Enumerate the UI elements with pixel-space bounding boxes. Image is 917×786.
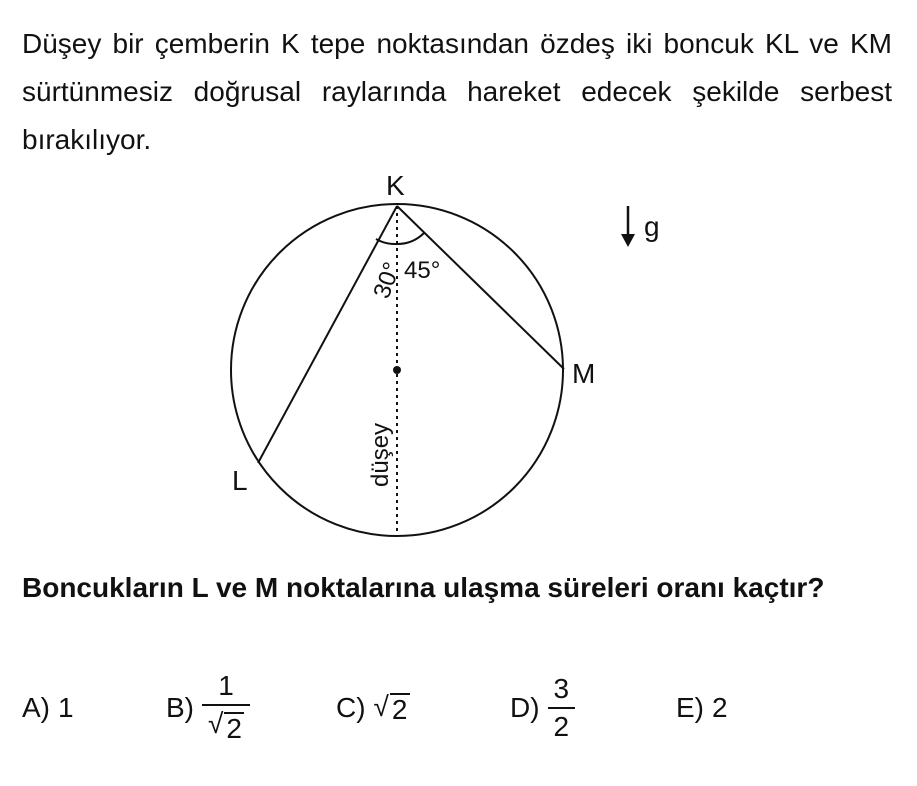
fraction-numerator: 3 (553, 673, 570, 704)
gravity-arrow-icon (621, 234, 635, 247)
choice-letter: A) (22, 692, 50, 723)
choice-a[interactable] (22, 668, 74, 748)
fraction (548, 675, 576, 741)
square-root (208, 707, 244, 745)
label-l: L (232, 465, 248, 496)
choice-letter: D) (510, 692, 540, 723)
fraction-numerator: 1 (218, 669, 234, 701)
center-point (393, 366, 401, 374)
fraction-denominator (202, 706, 250, 745)
fraction-denominator: 2 (553, 711, 570, 742)
angle-arc-km (397, 233, 424, 244)
angle-arc-kl (376, 239, 397, 244)
rail-km (397, 206, 564, 369)
choice-e[interactable] (676, 668, 728, 748)
label-k: K (386, 170, 405, 201)
choice-b[interactable] (166, 668, 250, 748)
choice-letter: B) (166, 692, 194, 723)
label-m: M (572, 358, 596, 389)
gravity-label: g (644, 211, 660, 242)
choice-d[interactable] (510, 668, 575, 748)
radicand: 2 (391, 693, 408, 725)
choice-letter: E) (676, 692, 704, 723)
choice-value: 2 (712, 692, 728, 723)
square-root (374, 691, 410, 726)
fraction (202, 669, 250, 745)
choice-value: 1 (58, 692, 74, 723)
radicand: 2 (226, 712, 242, 744)
choice-letter: C) (336, 692, 366, 723)
radical-icon: √ (208, 707, 224, 739)
radical-icon: √ (373, 690, 389, 722)
choice-c[interactable] (336, 668, 410, 748)
angle-label-30: 30° (368, 258, 407, 303)
vertical-label: düşey (367, 422, 394, 487)
question-text: Düşey bir çemberin K tepe noktasından özdeş iki boncuk KL ve KM sürtünmesiz doğrusal raylarında hareket edecek şekilde serbest bırakılıyor. (22, 28, 892, 155)
angle-label-45: 45° (404, 257, 441, 284)
sub-question-text: Boncukların L ve M noktalarına ulaşma süreleri oranı kaçtır? (22, 572, 825, 603)
